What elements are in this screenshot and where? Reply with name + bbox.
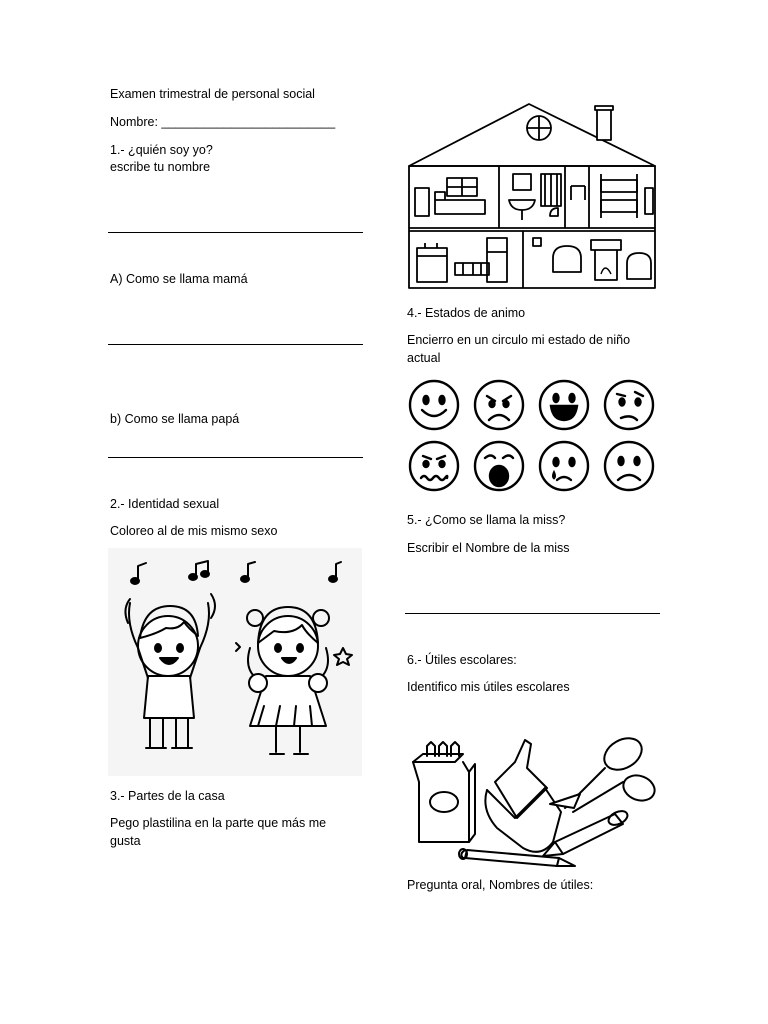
qA-answer-line xyxy=(108,344,363,345)
q6-heading: 6.- Útiles escolares: xyxy=(407,653,517,667)
laughing-face-icon[interactable] xyxy=(540,381,588,429)
q1-heading: 1.- ¿quién soy yo? xyxy=(110,143,213,157)
q5-answer-line xyxy=(405,613,660,614)
q6-instruction: Identifico mis útiles escolares xyxy=(407,680,570,694)
qB-answer-line xyxy=(108,457,363,458)
confused-face-icon[interactable] xyxy=(605,381,653,429)
happy-face-icon[interactable] xyxy=(410,381,458,429)
sad-face-icon[interactable] xyxy=(475,381,523,429)
boy-and-girl-singing-icon xyxy=(108,548,362,776)
q4-instruction-line2: actual xyxy=(407,351,441,365)
glue-bottle-icon xyxy=(485,740,561,852)
boy-figure xyxy=(125,594,215,748)
q2-heading: 2.- Identidad sexual xyxy=(110,497,220,511)
qB-label: b) Como se llama papá xyxy=(110,412,240,426)
school-supplies-icon xyxy=(405,732,660,867)
q4-instruction-line1: Encierro en un circulo mi estado de niño xyxy=(407,333,631,347)
q3-instruction-line1: Pego plastilina en la parte que más me xyxy=(110,816,327,830)
q5-instruction: Escribir el Nombre de la miss xyxy=(407,541,570,555)
exam-title: Examen trimestral de personal social xyxy=(110,87,315,101)
crying-loud-face-icon[interactable] xyxy=(475,442,523,490)
nauseous-face-icon[interactable] xyxy=(410,442,458,490)
crayon-box-icon xyxy=(413,742,475,842)
tearful-face-icon[interactable] xyxy=(540,442,588,490)
qA-label: A) Como se llama mamá xyxy=(110,272,248,286)
q1-answer-line xyxy=(108,232,363,233)
q5-heading: 5.- ¿Como se llama la miss? xyxy=(407,513,566,527)
pencil-icon xyxy=(459,849,575,866)
q1-instruction: escribe tu nombre xyxy=(110,160,211,174)
q3-heading: 3.- Partes de la casa xyxy=(110,789,225,803)
scissors-icon xyxy=(550,732,658,812)
oral-question: Pregunta oral, Nombres de útiles: xyxy=(407,878,594,892)
house-cross-section-icon xyxy=(405,88,660,293)
music-notes-icon xyxy=(131,561,341,584)
mood-faces-grid[interactable] xyxy=(405,378,660,496)
girl-figure xyxy=(236,607,352,754)
q4-heading: 4.- Estados de animo xyxy=(407,306,526,320)
name-field-label: Nombre: _________________________ xyxy=(110,115,336,129)
q3-instruction-line2: gusta xyxy=(110,834,141,848)
frowning-face-icon[interactable] xyxy=(605,442,653,490)
q2-instruction: Coloreo al de mis mismo sexo xyxy=(110,524,278,538)
